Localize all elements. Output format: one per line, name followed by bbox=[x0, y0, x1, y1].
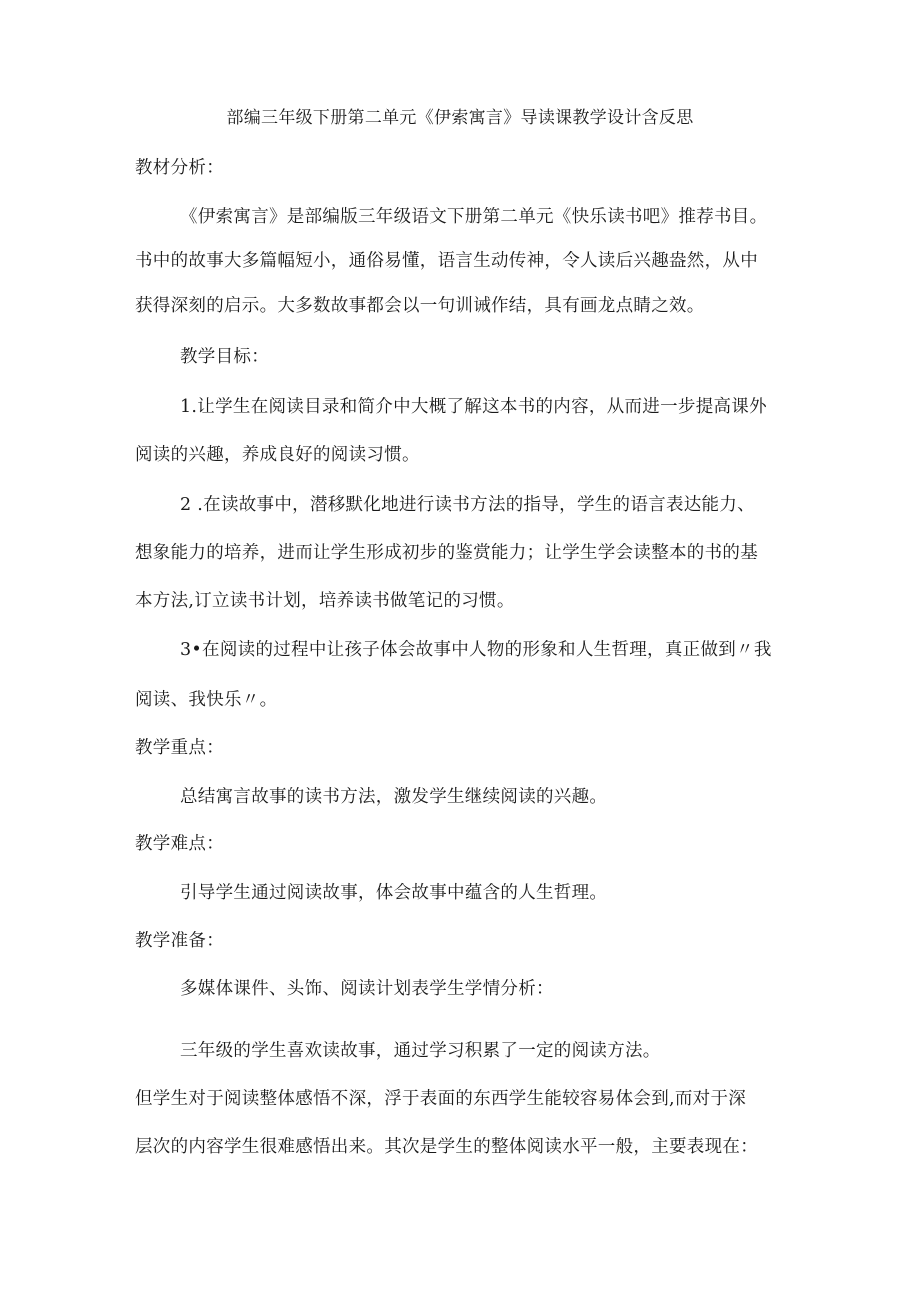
paragraph-line: 层次的内容学生很难感悟出来。其次是学生的整体阅读水平一般，主要表现在： bbox=[135, 1137, 758, 1157]
paragraph-line: 本方法,订立读书计划，培养读书做笔记的习惯。 bbox=[135, 591, 515, 611]
section-heading-key: 教学重点： bbox=[135, 738, 224, 758]
paragraph-line: 想象能力的培养，进而让学生形成初步的鉴赏能力；让学生学会读整本的书的基 bbox=[135, 543, 758, 563]
paragraph-line: 《伊索寓言》是部编版三年级语文下册第二单元《快乐读书吧》推荐书目。 bbox=[180, 207, 768, 227]
paragraph-line: 1.让学生在阅读目录和简介中大概了解这本书的内容，从而进一步提高课外 bbox=[180, 397, 767, 417]
paragraph-line: 多媒体课件、头饰、阅读计划表学生学情分析： bbox=[180, 979, 554, 999]
section-heading-prep: 教学准备： bbox=[135, 931, 224, 951]
document-title: 部编三年级下册第二单元《伊索寓言》导读课教学设计含反思 bbox=[226, 108, 694, 128]
paragraph-line: 三年级的学生喜欢读故事，通过学习积累了一定的阅读方法。 bbox=[180, 1041, 661, 1061]
section-heading-difficult: 教学难点： bbox=[135, 834, 224, 854]
paragraph-line: 书中的故事大多篇幅短小，通俗易懂，语言生动传神，令人读后兴趣盎然，从中 bbox=[135, 251, 758, 271]
section-heading-goals: 教学目标： bbox=[180, 347, 269, 367]
paragraph-line: 阅读的兴趣，养成良好的阅读习惯。 bbox=[135, 445, 420, 465]
paragraph-line: 3•在阅读的过程中让孩子体会故事中人物的形象和人生哲理，真正做到〃我 bbox=[180, 640, 772, 660]
paragraph-line: 2 .在读故事中，潜移默化地进行读书方法的指导，学生的语言表达能力、 bbox=[180, 495, 755, 515]
paragraph-line: 引导学生通过阅读故事，体会故事中蕴含的人生哲理。 bbox=[180, 883, 608, 903]
section-heading-material: 教材分析： bbox=[135, 158, 224, 178]
paragraph-line: 但学生对于阅读整体感悟不深，浮于表面的东西学生能较容易体会到,而对于深 bbox=[135, 1089, 747, 1109]
paragraph-line: 阅读、我快乐〃。 bbox=[135, 690, 278, 710]
paragraph-line: 总结寓言故事的读书方法，激发学生继续阅读的兴趣。 bbox=[180, 787, 608, 807]
paragraph-line: 获得深刻的启示。大多数故事都会以一句训诫作结，具有画龙点睛之效。 bbox=[135, 296, 705, 316]
